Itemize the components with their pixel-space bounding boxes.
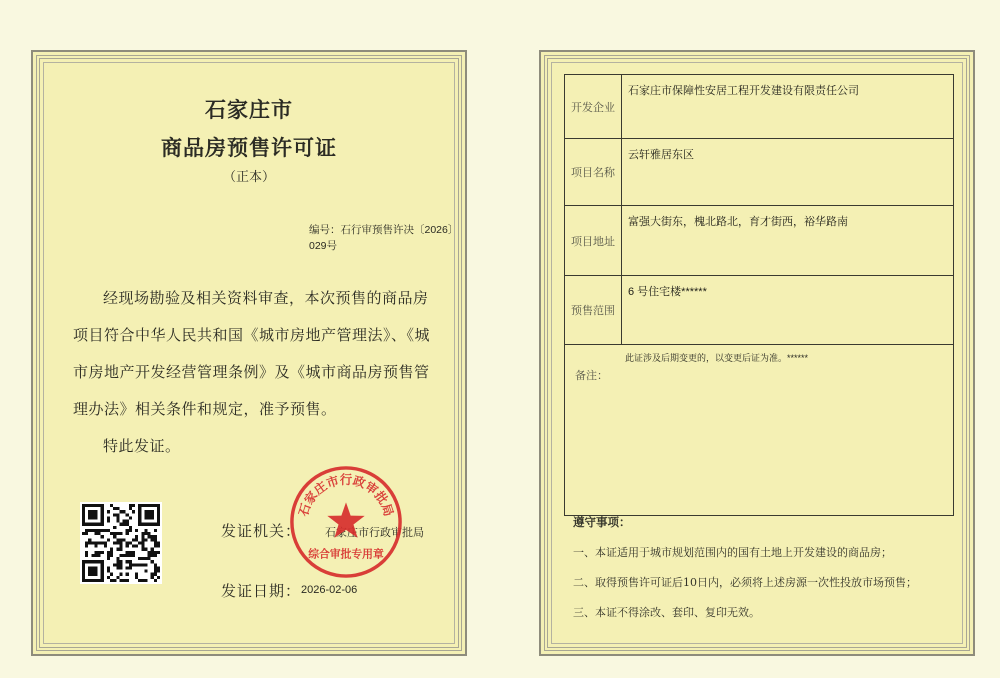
- table-row: [565, 276, 954, 345]
- compliance-item: 三、本证不得涂改、套印、复印无效。: [573, 606, 760, 619]
- seal-stamp-icon: [287, 463, 405, 581]
- project-address-value: 富强大街东，槐北路北，育才街西，裕华路南: [622, 206, 954, 276]
- issuer-label: 发证机关：: [221, 522, 302, 540]
- notes-label: 备注：: [575, 370, 608, 382]
- project-info-table: [564, 74, 954, 516]
- table-row: [565, 139, 954, 206]
- notes-text: 此证涉及后期变更的，以变更后证为准。******: [625, 353, 809, 363]
- seal-ring-text: 石家庄市行政审批局: [296, 473, 396, 518]
- issuer-value: 石家庄市行政审批局: [325, 527, 424, 539]
- certificate-back-page: [539, 50, 975, 656]
- compliance-item: 二、取得预售许可证后10日内，必须将上述房源一次性投放市场预售；: [573, 576, 917, 589]
- project-address-label: 项目地址: [565, 206, 622, 276]
- presale-scope-label: 预售范围: [565, 276, 622, 345]
- notes-cell: [565, 345, 954, 516]
- certificate-subtitle: （正本）: [222, 170, 275, 185]
- presale-scope-value: 6 号住宅楼******: [622, 276, 954, 345]
- certificate-city: 石家庄市: [205, 97, 293, 122]
- compliance-item: 一、本证适用于城市规划范围内的国有土地上开发建设的商品房；: [573, 546, 892, 559]
- qr-code: [80, 502, 162, 584]
- qr-code-icon: [82, 504, 160, 582]
- certificate-front-page: [31, 50, 467, 656]
- issuance-sentence: 特此发证。: [103, 437, 181, 455]
- document-number: 编号：石行审预售许决〔2026〕029号: [309, 224, 459, 252]
- table-row: [565, 75, 954, 139]
- issue-date-value: 2026-02-06: [301, 584, 358, 596]
- developer-label: 开发企业: [565, 75, 622, 139]
- compliance-title: 遵守事项：: [573, 515, 631, 529]
- table-row: [565, 206, 954, 276]
- project-name-value: 云轩雅居东区: [622, 139, 954, 206]
- certificate-title: 商品房预售许可证: [161, 135, 337, 160]
- table-row: [565, 345, 954, 516]
- seal-bottom-text: 综合审批专用章: [308, 547, 384, 561]
- project-name-label: 项目名称: [565, 139, 622, 206]
- certificate-body: [73, 280, 443, 465]
- approval-paragraph: 经现场勘验及相关资料审查，本次预售的商品房项目符合中华人民共和国《城市房地产管理法》、《城市房地产开发经营管理条例》及《城市商品房预售管理办法》相关条件和规定，准予预售。: [73, 289, 431, 418]
- developer-value: 石家庄市保障性安居工程开发建设有限责任公司: [622, 75, 954, 139]
- compliance-section: [573, 514, 953, 634]
- issue-date-label: 发证日期：: [221, 582, 302, 600]
- official-seal: [287, 463, 405, 581]
